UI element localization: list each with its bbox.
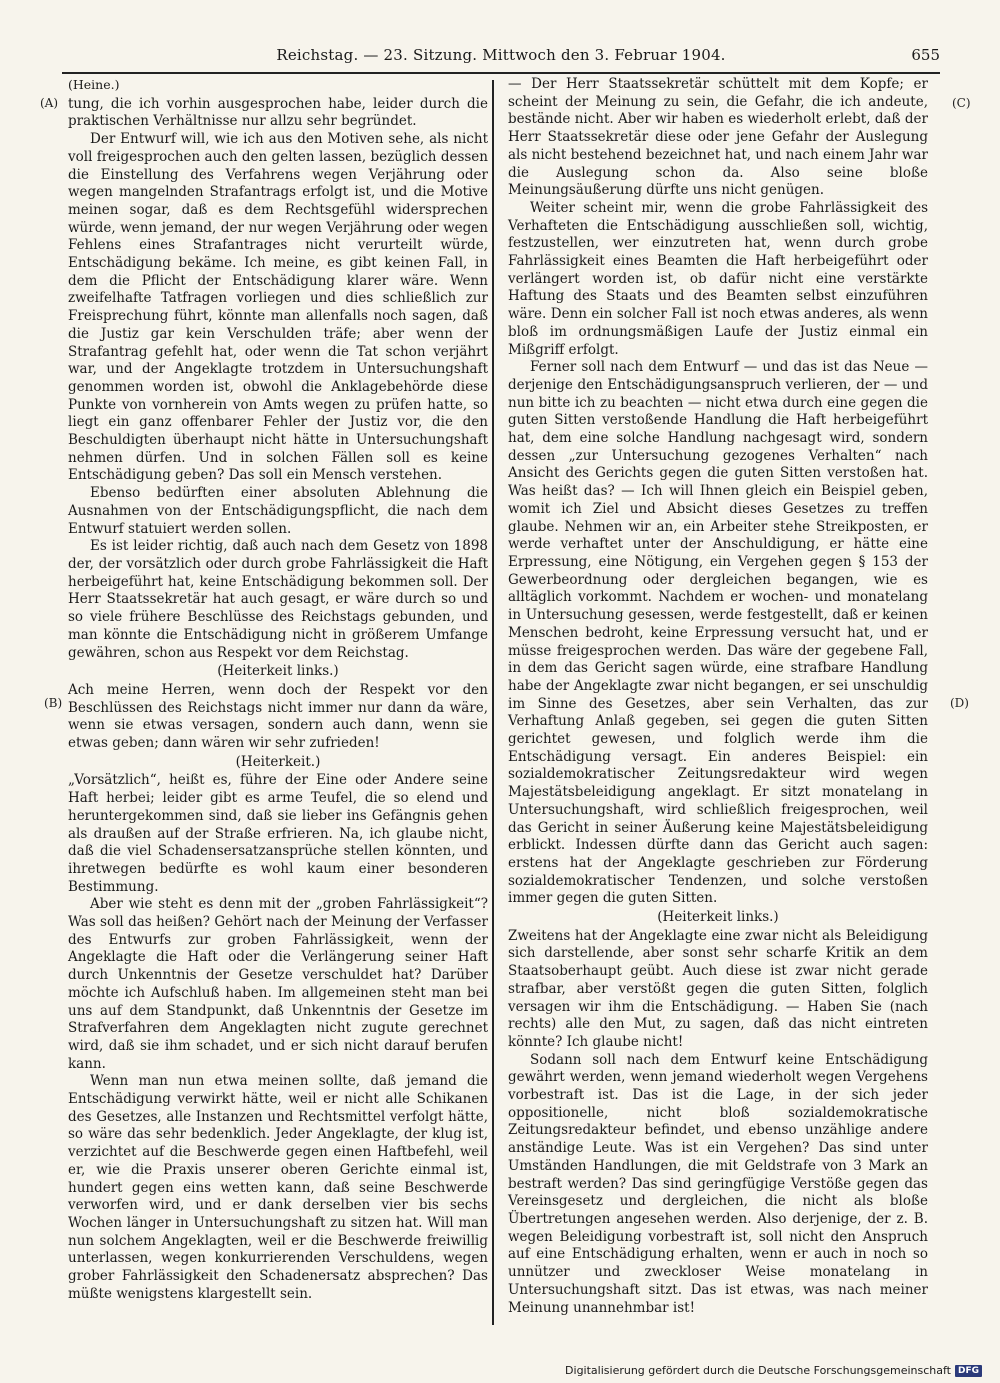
left-column [68,76,488,1304]
speaker-label: (Heine.) [68,77,120,92]
paragraph: „Vorsätzlich“, heißt es, führe der Eine oder Andere seine Haft herbei; leider gibt es arme Teufel, die so elend und heruntergekommen sind, daß sie lieber ins Gefängnis gehen als draußen auf der Straße erfrieren. Na, ich glaube nicht, daß die viel Schadensersatzansprüche stellen könnten, und ihretwegen bedürfte es wohl kaum einer besonderen Bestimmung. [68,772,488,895]
margin-marker-d: (D) [950,696,969,710]
margin-marker-c: (C) [952,96,971,110]
paragraph: Der Entwurf will, wie ich aus den Motiven sehe, als nicht voll freigesprochen auch den gelten lassen, bezüglich dessen die Einstellung des Verfahrens wegen Verjährung oder wegen mangelnden Strafantrags erfolgt ist, und die Motive meinen sogar, daß es dem Rechtsgefühl widersprechen würde, wenn jemand, der nur wegen Verjährung oder wegen Fehlens eines Strafantrages nicht verurteilt würde, Entschädigung bekäme. Ich meine, es gibt keinen Fall, in dem die Pflicht der Entschädigung klarer wäre. Wenn zweifelhafte Tatfragen vorliegen und dies schließlich zur Freisprechung führt, könnte man allenfalls noch sagen, daß die Justiz gar kein Verschulden träfe; aber wenn der Strafantrag gefehlt hat, oder wenn die Tat schon verjährt war, und der Angeklagte trotzdem in Untersuchungshaft genommen worden ist, obwohl die Anklagebehörde diese Punkte von vornherein von Amts wegen zu prüfen hatte, so liegt ein ganz offenbarer Fehler der Justiz vor, die den Beschuldigten überhaupt nicht hätte in Untersuchungshaft nehmen dürfen. Und in solchen Fällen soll es keine Entschädigung geben? Das soll ein Mensch verstehen. [68,131,488,484]
paragraph: — Der Herr Staatssekretär schüttelt mit dem Kopfe; er scheint der Meinung zu sein, die Gefahr, die ich andeute, bestände nicht. Aber wir haben es wiederholt erlebt, daß der Herr Staatssekretär diese oder jene Gefahr der Auslegung als nicht bestehend bezeichnet hat, und nach einem Jahr war die Auslegung schon da. Also seine bloße Meinungsäußerung dürfte uns nicht genügen. [508,76,928,199]
paragraph: Wenn man nun etwa meinen sollte, daß jemand die Entschädigung verwirkt hätte, weil er nicht alle Schikanen des Gesetzes, alle Instanzen und Rechtsmittel verfolgt hätte, so wäre das sehr bedenklich. Jeder Angeklagte, der klug ist, verzichtet auf die Beschwerde gegen einen Haftbefehl, weil er, wie die Praxis unserer oberen Gerichte einmal ist, hundert gegen eins wetten kann, daß seine Beschwerde verworfen wird, und er dank derselben vier bis sechs Wochen länger in Untersuchungshaft zu sitzen hat. Will man nun solchem Angeklagten, weil er die Beschwerde freiwillig unterlassen, wegen konkurrierenden Verschuldens, wegen grober Fahrlässigkeit den Schadenersatz absprechen? Das müßte wenigstens klargestellt sein. [68,1073,488,1302]
paragraph: Ebenso bedürften einer absoluten Ablehnung die Ausnahmen von der Entschädigungspflicht, die nach dem Entwurf statuiert werden sollen. [68,485,488,537]
paragraph: Sodann soll nach dem Entwurf keine Entschädigung gewährt werden, wenn jemand wiederholt wegen Vergehens vorbestraft ist. Das ist die Lage, in der sich jeder oppositionelle, nicht bloß sozialdemokratische Zeitungsredakteur befindet, und ebenso unzählige andere anständige Leute. Was ist ein Vergehen? Das sind unter Umständen Handlungen, die mit Geldstrafe von 3 Mark an bestraft werden? Das sind geringfügige Verstöße gegen das Vereinsgesetz und dergleichen, die nicht als bloße Übertretungen angesehen werden. Also derjenige, der z. B. wegen Beleidigung vorbestraft ist, soll nicht den Anspruch auf eine Entschädigung erhalten, wenn er auch in noch so unnützer und zweckloser Weise monatelang in Untersuchungshaft sitzt. Das ist etwas, was nach meiner Meinung unannehmbar ist! [508,1051,928,1316]
stage-direction: (Heiterkeit links.) [657,909,779,926]
credit-text: Digitalisierung gefördert durch die Deutsche Forschungsgemeinschaft [565,1364,951,1377]
margin-marker-a: (A) [40,96,59,110]
paragraph: Zweitens hat der Angeklagte eine zwar nicht als Beleidigung sich darstellende, aber sonst sehr scharfe Kritik an dem Staatsoberhaupt geübt. Auch diese ist zwar nicht gerade strafbar, aber verstößt gegen die guten Sitten, folglich versagen wir ihm die Entschädigung. — Haben Sie (nach rechts) alle den Mut, zu sagen, daß das nicht eintreten könnte? Ich glaube nicht! [508,927,928,1050]
margin-marker-b: (B) [44,696,63,710]
stage-direction: (Heiterkeit links.) [217,663,339,680]
paragraph: Weiter scheint mir, wenn die grobe Fahrlässigkeit des Verhafteten die Entschädigung ausschließen soll, wichtig, festzustellen, wer einzutreten hat, wenn durch grobe Fahrlässigkeit eines Beamten die Haft herbeigeführt oder verlängert worden ist, ob dafür nicht eine verstärkte Haftung des Staats und des Beamten selbst einzuführen wäre. Denn ein solcher Fall ist noch etwas anderes, als wenn bloß im ordnungsmäßigen Laufe der Justiz einmal ein Mißgriff erfolgt. [508,199,928,358]
paragraph: Es ist leider richtig, daß auch nach dem Gesetz von 1898 der, der vorsätzlich oder durch grobe Fahrlässigkeit die Haft herbeigeführt hat, keine Entschädigung bekommen soll. Der Herr Staatssekretär hat auch gesagt, er wäre durch so und so viele frühere Beschlüsse des Reichstags gebunden, und man könnte die Entschädigung nicht in größerem Umfange gewähren, schon aus Respekt vor dem Reichstag. [68,538,488,661]
paragraph: tung, die ich vorhin ausgesprochen habe, leider durch die praktischen Verhältnisse nur allzu sehr begründet. [68,95,488,130]
paragraph: Ferner soll nach dem Entwurf — und das ist das Neue — derjenige den Entschädigungsanspruch verlieren, der — und nun bitte ich zu beachten — nicht etwa durch eine gegen die guten Sitten verstoßende Handlung die Haft herbeigeführt hat, dem eine solche Handlung nachgesagt wird, sondern dessen „zur Untersuchung gezogenes Verhalten“ nach Ansicht des Gerichts gegen die guten Sitten verstoßen hat. Was heißt das? — Ich will Ihnen gleich ein Beispiel geben, womit ich Ziel und Absicht dieses Gesetzes zu treffen glaube. Nehmen wir an, ein Arbeiter stehe Streikposten, er werde verhaftet unter der Anschuldigung, er hätte eine Erpressung, eine Nötigung, ein Vergehen gegen § 153 der Gewerbeordnung oder dergleichen begangen, wie es alltäglich vorkommt. Nachdem er wochen- und monatelang in Untersuchung gesessen, werde festgestellt, daß er keinen Menschen bedroht, keine Erpressung versucht hat, und er müsse freigesprochen werden. Das wäre der gegebene Fall, in dem das Gericht sagen würde, eine strafbare Handlung habe der Angeklagte zwar nicht begangen, er sei unschuldig im Sinne des Gesetzes, aber sein Verhalten, das zur Verhaftung Anlaß gegeben, sei gegen die guten Sitten gerichtet gewesen, und folglich werde ihm die Entschädigung versagt. Ein anderes Beispiel: ein sozialdemokratischer Zeitungsredakteur wird wegen Majestätsbeleidigung angeklagt. Er sitzt monatelang in Untersuchungshaft, wird schließlich freigesprochen, weil das Gericht in seiner Äußerung keine Majestätsbeleidigung erblickt. Indessen dürfte dann das Gericht auch sagen: erstens hat der Angeklagte geschrieben zur Förderung sozialdemokratischer Tendenzen, und solche verstoßen immer gegen die guten Sitten. [508,359,928,907]
right-column [508,76,928,1317]
dfg-logo-icon: DFG [955,1365,982,1377]
stage-direction: (Heiterkeit.) [235,753,321,770]
column-divider [492,80,494,1325]
page-header [62,46,940,72]
running-title: Reichstag. — 23. Sitzung. Mittwoch den 3. Februar 1904. [276,46,726,64]
page-number: 655 [911,46,940,64]
paragraph: Ach meine Herren, wenn doch der Respekt vor den Beschlüssen des Reichstags nicht immer nur dann da wäre, wenn sie etwas versagen, sondern auch dann, wenn sie etwas geben; dann wären wir sehr zufrieden! [68,681,488,752]
paragraph: Aber wie steht es denn mit der „groben Fahrlässigkeit“? Was soll das heißen? Gehört nach der Meinung der Verfasser des Entwurfs zur groben Fahrlässigkeit, wenn der Angeklagte die Haft oder die Verlängerung seiner Haft durch Unkenntnis der Gesetze verschuldet hat? Darüber möchte ich Aufschluß haben. Im allgemeinen steht man bei uns auf dem Standpunkt, daß Unkenntnis der Gesetze im Strafverfahren dem Angeklagten nicht zugute gerechnet wird, daß sie ihm schadet, und er sich nicht darauf berufen kann. [68,896,488,1072]
header-rule [62,72,940,74]
digitization-credit [565,1364,982,1377]
